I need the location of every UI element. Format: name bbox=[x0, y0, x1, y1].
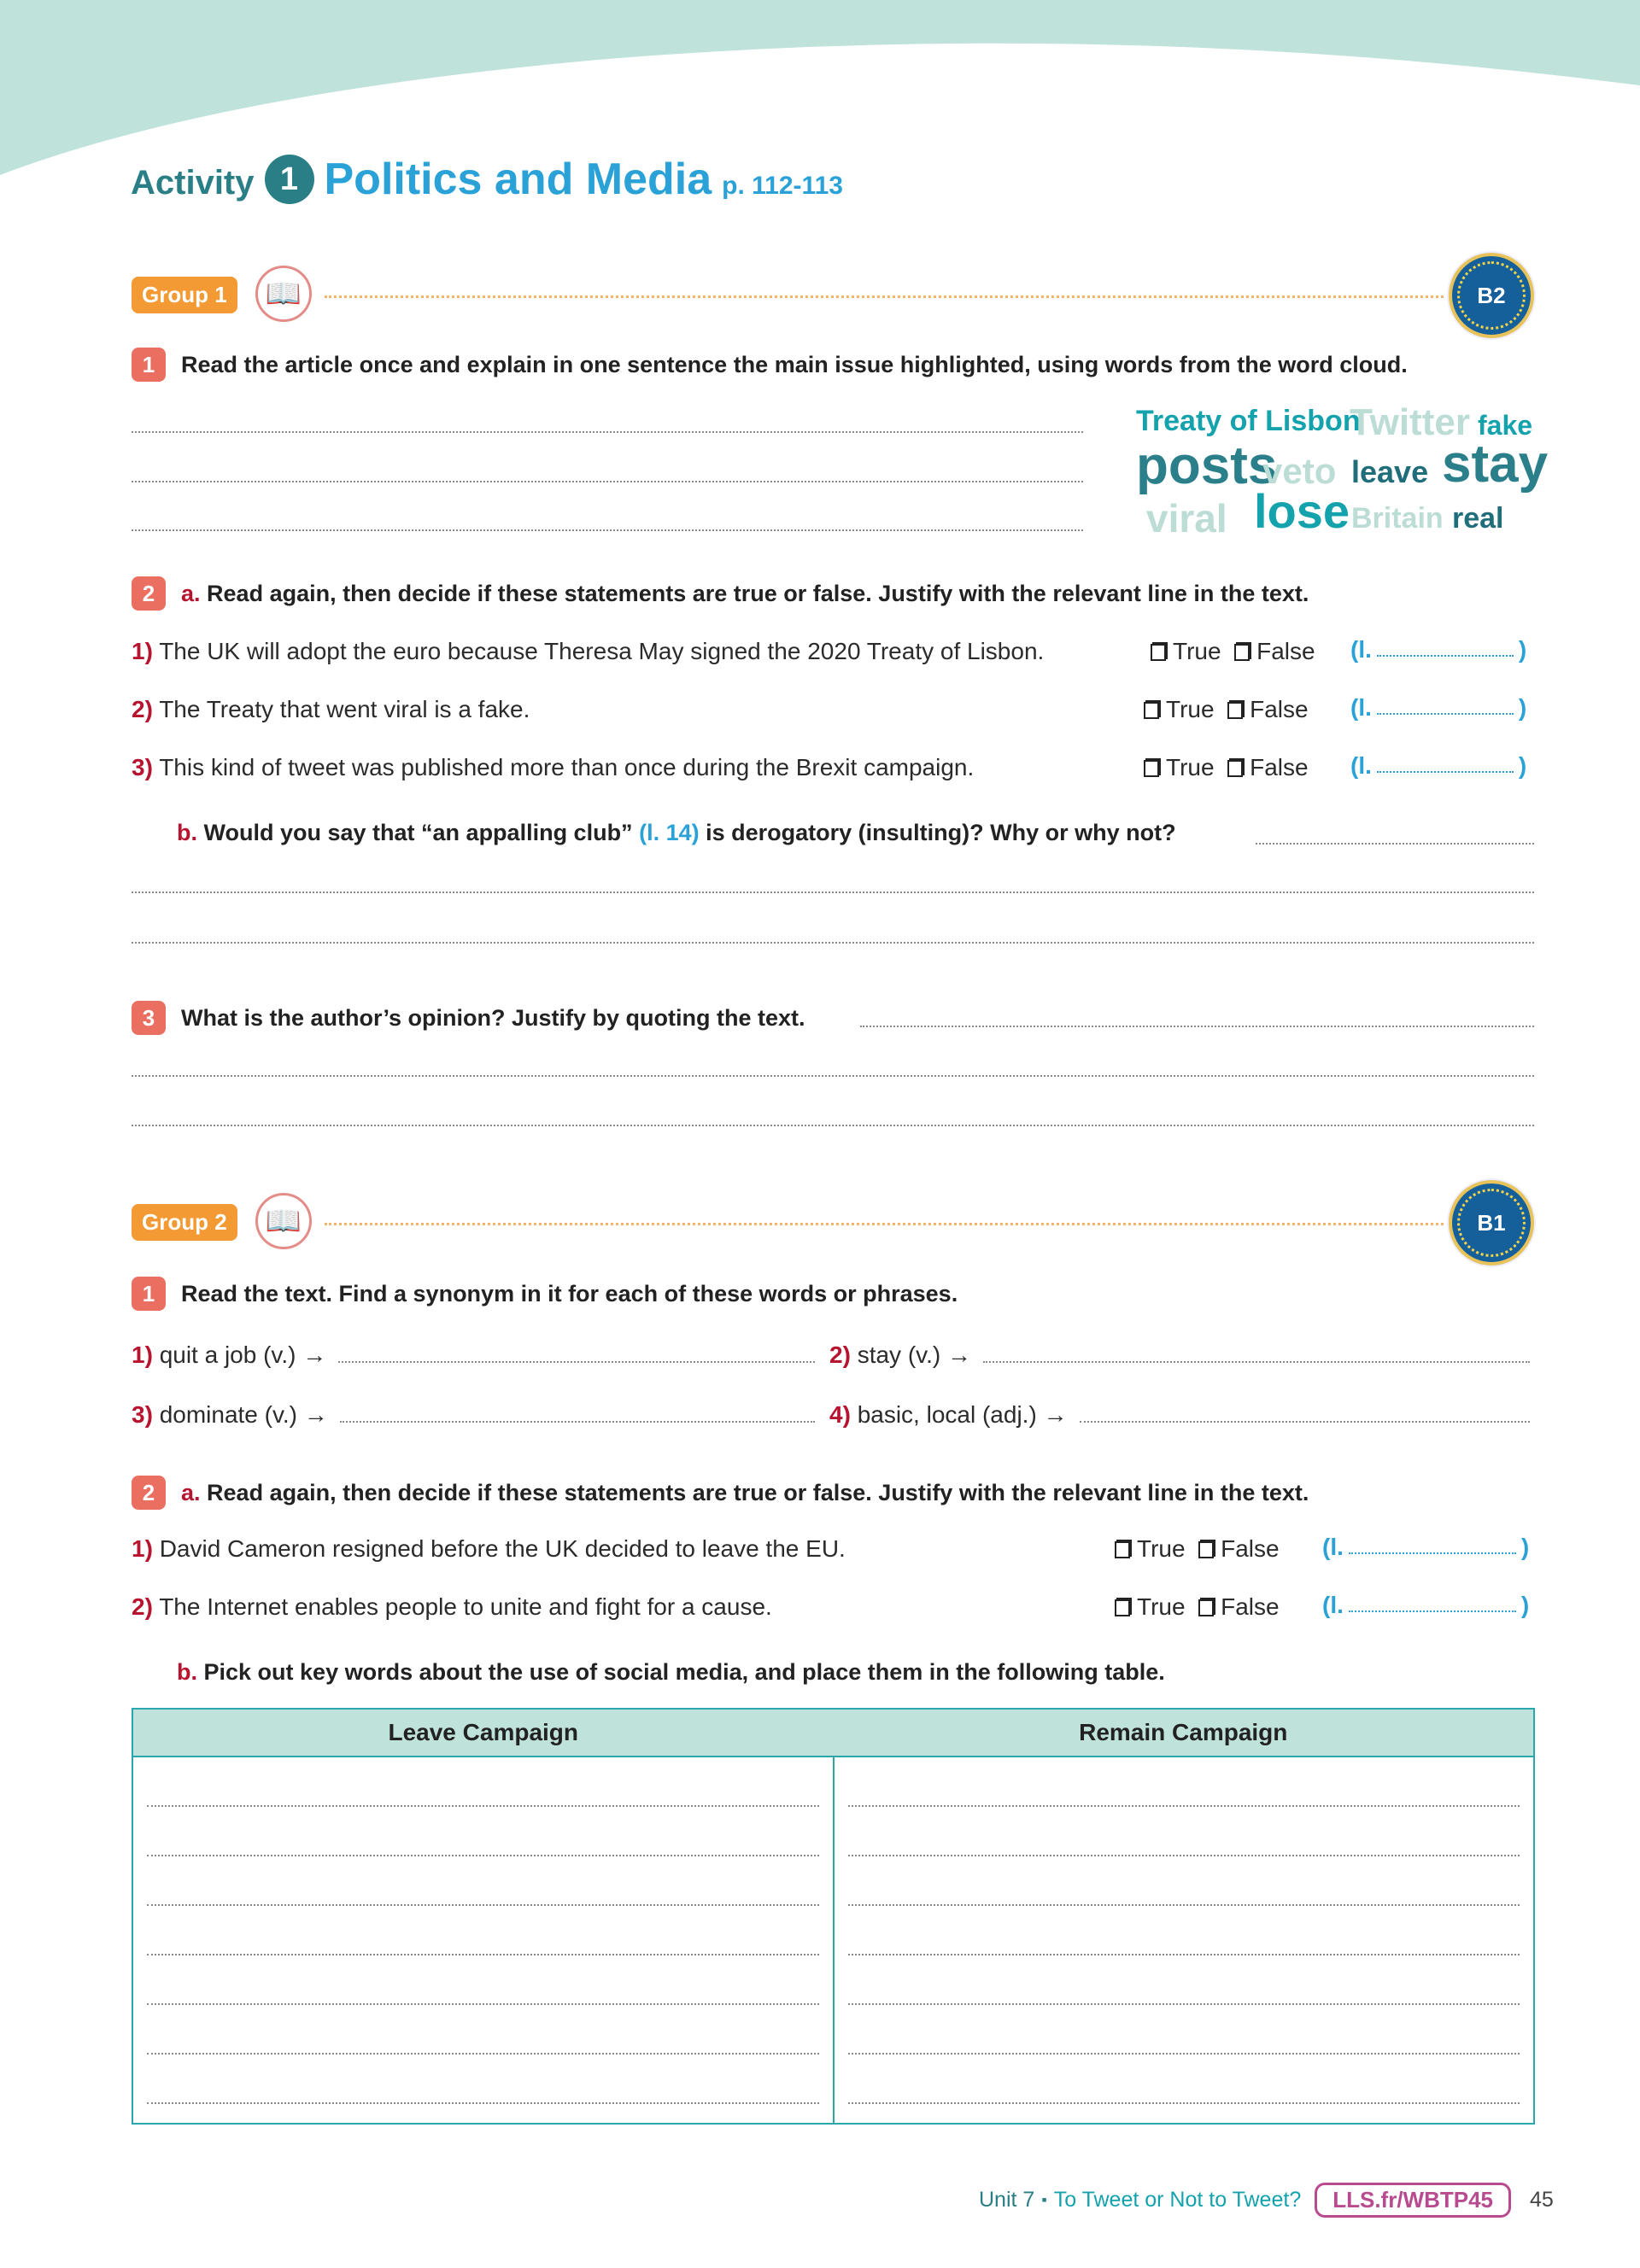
word-cloud bbox=[1136, 401, 1549, 547]
question-text: Read the text. Find a synonym in it for each of these words or phrases. bbox=[181, 1280, 958, 1306]
question-text: What is the author’s opinion? Justify by quoting the text. bbox=[181, 1004, 805, 1031]
footer-separator: ▪ bbox=[1041, 2191, 1047, 2208]
false-checkbox[interactable] bbox=[1227, 754, 1308, 780]
answer-line[interactable] bbox=[132, 529, 1083, 531]
true-checkbox[interactable] bbox=[1144, 754, 1215, 780]
statement-row bbox=[132, 638, 1044, 665]
answer-line[interactable] bbox=[132, 1125, 1534, 1126]
false-label: False bbox=[1256, 638, 1315, 664]
answer-line[interactable] bbox=[338, 1361, 815, 1363]
header-wave-decoration bbox=[0, 0, 1640, 179]
true-label: True bbox=[1137, 1593, 1186, 1620]
footer-unit: Unit 7 bbox=[979, 2188, 1035, 2212]
activity-number-badge: 1 bbox=[265, 155, 314, 204]
statement-number: 3) bbox=[132, 754, 153, 780]
item-number: 4) bbox=[829, 1401, 851, 1428]
ref-open: (l. bbox=[1350, 636, 1372, 663]
cloud-word: stay bbox=[1442, 435, 1549, 494]
statement-text: The UK will adopt the euro because Theresa May signed the 2020 Treaty of Lisbon. bbox=[159, 638, 1045, 664]
item-text: dominate (v.) → bbox=[159, 1401, 328, 1428]
false-label: False bbox=[1250, 754, 1309, 780]
statement-row bbox=[132, 1535, 846, 1563]
g1-question-3 bbox=[132, 1001, 805, 1035]
level-label: B1 bbox=[1477, 1209, 1506, 1236]
question-number: 2 bbox=[132, 576, 166, 611]
false-label: False bbox=[1221, 1593, 1280, 1620]
cloud-word: leave bbox=[1351, 454, 1429, 489]
question-number: 2 bbox=[132, 1476, 166, 1510]
question-number: 1 bbox=[132, 1277, 166, 1311]
g1-question-1 bbox=[132, 348, 1408, 382]
question-text: Would you say that “an appalling club” bbox=[203, 820, 633, 845]
question-number: 3 bbox=[132, 1001, 166, 1035]
g2-question-2a bbox=[132, 1476, 1309, 1510]
true-false-choice bbox=[1144, 754, 1309, 781]
true-label: True bbox=[1173, 638, 1221, 664]
answer-line[interactable] bbox=[132, 481, 1083, 482]
true-false-choice bbox=[1115, 1535, 1280, 1563]
statement-row bbox=[132, 1593, 772, 1621]
statement-number: 1) bbox=[132, 638, 153, 664]
item-number: 1) bbox=[132, 1342, 153, 1368]
false-checkbox[interactable] bbox=[1234, 638, 1315, 664]
line-reference-field[interactable] bbox=[1322, 1592, 1529, 1619]
ref-open: (l. bbox=[1322, 1592, 1344, 1618]
cloud-word: fake bbox=[1478, 410, 1533, 441]
group-1-badge: Group 1 bbox=[132, 277, 237, 313]
page-number: 45 bbox=[1530, 2188, 1554, 2212]
statement-text: This kind of tweet was published more than once during the Brexit campaign. bbox=[159, 754, 975, 780]
cloud-word: real bbox=[1452, 502, 1504, 535]
true-checkbox[interactable] bbox=[1151, 638, 1221, 664]
false-label: False bbox=[1221, 1535, 1280, 1562]
g1-question-2b bbox=[177, 820, 1176, 846]
question-text: Read again, then decide if these statements are true or false. Justify with the relevant line in the text. bbox=[207, 1479, 1309, 1505]
synonym-item bbox=[829, 1401, 1530, 1429]
true-false-choice bbox=[1144, 696, 1309, 723]
ref-close: ) bbox=[1520, 1534, 1530, 1560]
part-label: b. bbox=[177, 820, 197, 845]
eu-stars-icon bbox=[1457, 261, 1526, 330]
ref-close: ) bbox=[1518, 694, 1527, 721]
ref-open: (l. bbox=[1350, 694, 1372, 721]
level-label: B2 bbox=[1477, 282, 1506, 308]
statement-row bbox=[132, 696, 530, 723]
item-number: 3) bbox=[132, 1401, 153, 1428]
synonym-item bbox=[132, 1342, 815, 1369]
divider-dots bbox=[325, 295, 1444, 298]
item-number: 2) bbox=[829, 1342, 851, 1368]
statement-text: The Internet enables people to unite and fight for a cause. bbox=[159, 1593, 772, 1620]
question-text: Read the article once and explain in one sentence the main issue highlighted, using words from the word cloud. bbox=[181, 351, 1408, 377]
statement-row bbox=[132, 754, 974, 781]
ref-open: (l. bbox=[1322, 1534, 1344, 1560]
campaign-keywords-table bbox=[132, 1708, 1535, 2125]
false-checkbox[interactable] bbox=[1227, 696, 1308, 722]
footer-unit-title: To Tweet or Not to Tweet? bbox=[1053, 2188, 1302, 2212]
true-label: True bbox=[1166, 754, 1215, 780]
level-b2-badge bbox=[1449, 253, 1534, 338]
g2-question-1 bbox=[132, 1277, 958, 1311]
cloud-word: Twitter bbox=[1350, 401, 1470, 443]
activity-heading: Politics and Media bbox=[324, 155, 712, 204]
statement-text: The Treaty that went viral is a fake. bbox=[159, 696, 530, 722]
page-footer bbox=[979, 2183, 1554, 2218]
reading-book-icon: 📖 bbox=[255, 1193, 312, 1249]
answer-line[interactable] bbox=[983, 1361, 1530, 1363]
g1-question-2a bbox=[132, 576, 1309, 611]
cloud-word: Britain bbox=[1351, 502, 1444, 535]
answer-line[interactable] bbox=[132, 1075, 1534, 1077]
statement-number: 1) bbox=[132, 1535, 153, 1562]
statement-number: 2) bbox=[132, 1593, 153, 1620]
ref-close: ) bbox=[1518, 752, 1527, 779]
true-checkbox[interactable] bbox=[1144, 696, 1215, 722]
line-reference-field[interactable] bbox=[1322, 1534, 1529, 1561]
cloud-word: Treaty of Lisbon bbox=[1136, 405, 1361, 437]
level-b1-badge bbox=[1449, 1180, 1534, 1266]
line-reference-field[interactable] bbox=[1350, 694, 1526, 722]
ref-open: (l. bbox=[1350, 752, 1372, 779]
question-text: Pick out key words about the use of social media, and place them in the following table. bbox=[203, 1659, 1165, 1685]
synonym-item bbox=[829, 1342, 1530, 1369]
question-text: Read again, then decide if these statements are true or false. Justify with the relevant line in the text. bbox=[207, 580, 1309, 606]
group-2-badge: Group 2 bbox=[132, 1204, 237, 1241]
item-text: stay (v.) → bbox=[857, 1342, 971, 1368]
part-label: a. bbox=[181, 580, 201, 606]
cloud-word: lose bbox=[1254, 484, 1350, 538]
answer-line[interactable] bbox=[132, 431, 1083, 433]
eu-stars-icon bbox=[1457, 1189, 1526, 1257]
part-label: b. bbox=[177, 1659, 197, 1685]
cloud-word: viral bbox=[1146, 496, 1227, 541]
true-label: True bbox=[1166, 696, 1215, 722]
answer-line[interactable] bbox=[860, 1026, 1534, 1027]
question-number: 1 bbox=[132, 348, 166, 382]
ref-close: ) bbox=[1520, 1592, 1530, 1618]
line-ref: (l. 14) bbox=[639, 820, 700, 845]
remain-column[interactable] bbox=[834, 1757, 1535, 2124]
item-text: quit a job (v.) → bbox=[159, 1342, 327, 1368]
answer-line[interactable] bbox=[132, 942, 1534, 944]
activity-title bbox=[131, 154, 843, 205]
table-header-remain: Remain Campaign bbox=[834, 1709, 1535, 1757]
question-text: is derogatory (insulting)? Why or why not? bbox=[706, 820, 1176, 845]
leave-column[interactable] bbox=[132, 1757, 834, 2124]
true-checkbox[interactable] bbox=[1115, 1593, 1186, 1620]
cloud-word: veto bbox=[1262, 451, 1337, 491]
reading-book-icon: 📖 bbox=[255, 266, 312, 322]
line-reference-field[interactable] bbox=[1350, 636, 1526, 663]
answer-line[interactable] bbox=[1080, 1421, 1530, 1423]
footer-link[interactable]: LLS.fr/WBTP45 bbox=[1315, 2183, 1511, 2218]
line-reference-field[interactable] bbox=[1350, 752, 1526, 780]
cloud-word: posts bbox=[1136, 436, 1278, 495]
answer-line[interactable] bbox=[132, 891, 1534, 893]
table-header-leave: Leave Campaign bbox=[132, 1709, 834, 1757]
part-label: a. bbox=[181, 1479, 201, 1505]
statement-number: 2) bbox=[132, 696, 153, 722]
divider-dots bbox=[325, 1223, 1444, 1225]
true-label: True bbox=[1137, 1535, 1186, 1562]
false-checkbox[interactable] bbox=[1198, 1535, 1279, 1562]
true-false-choice bbox=[1115, 1593, 1280, 1621]
true-false-choice bbox=[1151, 638, 1315, 665]
synonym-item bbox=[132, 1401, 815, 1429]
statement-text: David Cameron resigned before the UK decided to leave the EU. bbox=[159, 1535, 846, 1562]
activity-label: Activity bbox=[131, 164, 255, 202]
ref-close: ) bbox=[1518, 636, 1527, 663]
true-checkbox[interactable] bbox=[1115, 1535, 1186, 1562]
g2-question-2b bbox=[177, 1659, 1165, 1686]
item-text: basic, local (adj.) → bbox=[857, 1401, 1068, 1428]
answer-line[interactable] bbox=[1256, 843, 1534, 845]
page-reference: p. 112-113 bbox=[722, 172, 843, 200]
false-label: False bbox=[1250, 696, 1309, 722]
answer-line[interactable] bbox=[340, 1421, 815, 1423]
false-checkbox[interactable] bbox=[1198, 1593, 1279, 1620]
